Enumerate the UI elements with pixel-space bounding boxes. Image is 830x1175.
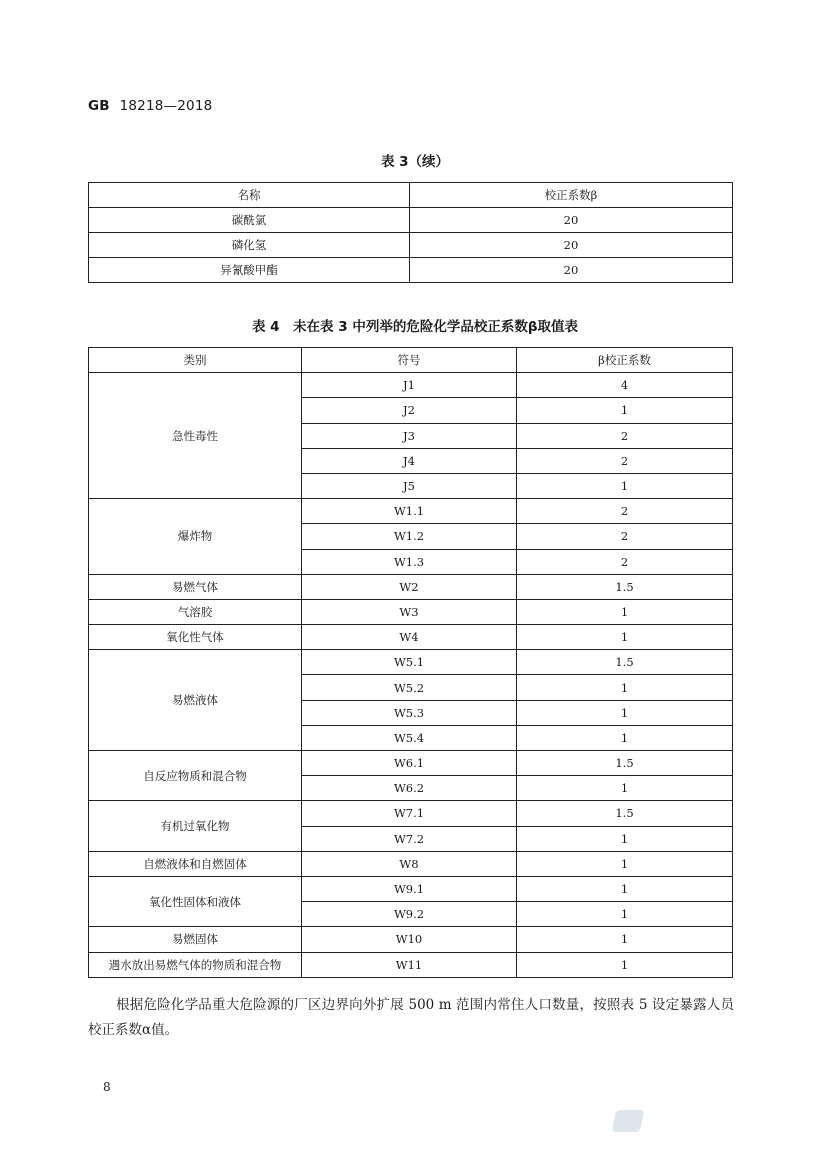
table4-cell-category: 自燃液体和自燃固体 (89, 851, 302, 876)
table4-cell-category: 氧化性固体和液体 (89, 876, 302, 926)
table4-cell-category: 易燃液体 (89, 650, 302, 751)
page-number: 8 (103, 1080, 111, 1094)
table4-cell-symbol: W4 (302, 625, 517, 650)
table4-header-row (89, 348, 733, 373)
table4-cell-coef: 1 (517, 700, 733, 725)
table4-cell-category: 爆炸物 (89, 499, 302, 575)
table-row (89, 876, 733, 901)
standard-number: 18218—2018 (119, 98, 213, 114)
body-paragraph: 根据危险化学品重大危险源的厂区边界向外扩展 500 m 范围内常住人口数量，按照表 5 设定暴露人员校正系数α值。 (88, 997, 734, 1038)
table4-cell-symbol: W2 (302, 574, 517, 599)
table3-cell-coef: 20 (410, 258, 733, 283)
table4-cell-symbol: J3 (302, 423, 517, 448)
sac-logo-icon (612, 1110, 645, 1132)
table4-cell-symbol: J4 (302, 448, 517, 473)
table4-cell-symbol: W9.1 (302, 876, 517, 901)
table4-cell-symbol: W6.1 (302, 751, 517, 776)
table4-cell-coef: 1 (517, 675, 733, 700)
table4-cell-coef: 1 (517, 473, 733, 498)
standard-prefix: GB (88, 98, 110, 114)
table4-cell-category: 易燃气体 (89, 574, 302, 599)
table4-cell-category: 气溶胶 (89, 599, 302, 624)
table4-cell-symbol: W1.2 (302, 524, 517, 549)
table-row (89, 233, 733, 258)
table4-cell-coef: 2 (517, 448, 733, 473)
table4-cell-symbol: W5.4 (302, 725, 517, 750)
table4-cell-symbol: W8 (302, 851, 517, 876)
table4-cell-category: 有机过氧化物 (89, 801, 302, 851)
table4-cell-category: 氧化性气体 (89, 625, 302, 650)
table4-cell-symbol: W5.2 (302, 675, 517, 700)
table4-cell-symbol: W9.2 (302, 902, 517, 927)
table3-caption: 表 3（续） (380, 154, 450, 170)
table4-cell-symbol: J1 (302, 373, 517, 398)
table-row (89, 258, 733, 283)
table3-cell-name: 磷化氢 (89, 233, 410, 258)
table4-cell-symbol: W7.2 (302, 826, 517, 851)
table-row (89, 952, 733, 977)
table4-cell-coef: 2 (517, 423, 733, 448)
table4-cell-symbol: J2 (302, 398, 517, 423)
table-row (89, 499, 733, 524)
table-row (89, 373, 733, 398)
table4-cell-symbol: W11 (302, 952, 517, 977)
table4 (88, 347, 733, 978)
table3-cell-coef: 20 (410, 233, 733, 258)
table4-cell-symbol: W1.3 (302, 549, 517, 574)
table-row (89, 574, 733, 599)
table4-cell-symbol: W10 (302, 927, 517, 952)
table4-cell-coef: 2 (517, 549, 733, 574)
table4-cell-symbol: W3 (302, 599, 517, 624)
table4-cell-coef: 1 (517, 952, 733, 977)
table4-cell-coef: 1.5 (517, 751, 733, 776)
table4-cell-coef: 1 (517, 851, 733, 876)
table3 (88, 182, 733, 283)
table4-cell-coef: 1.5 (517, 574, 733, 599)
table4-cell-coef: 1 (517, 826, 733, 851)
table3-cell-coef: 20 (410, 208, 733, 233)
table4-caption: 表 4 未在表 3 中列举的危险化学品校正系数β取值表 (251, 319, 579, 335)
table4-cell-coef: 1 (517, 625, 733, 650)
table-row (89, 801, 733, 826)
table4-cell-coef: 1 (517, 776, 733, 801)
table4-cell-category: 急性毒性 (89, 373, 302, 499)
table4-cell-coef: 2 (517, 499, 733, 524)
table3-cell-name: 异氰酸甲酯 (89, 258, 410, 283)
table-row (89, 208, 733, 233)
table-row (89, 751, 733, 776)
table4-cell-coef: 1 (517, 725, 733, 750)
table-row (89, 650, 733, 675)
standard-code (88, 98, 212, 114)
table4-cell-coef: 1 (517, 927, 733, 952)
table4-cell-coef: 1.5 (517, 650, 733, 675)
table4-cell-symbol: W5.1 (302, 650, 517, 675)
table4-cell-symbol: W1.1 (302, 499, 517, 524)
table4-cell-coef: 1 (517, 398, 733, 423)
table4-cell-coef: 4 (517, 373, 733, 398)
table4-cell-category: 易燃固体 (89, 927, 302, 952)
table-row (89, 625, 733, 650)
table4-body (89, 373, 733, 978)
table4-cell-coef: 1 (517, 902, 733, 927)
table3-header-name: 名称 (89, 183, 410, 208)
table3-cell-name: 碳酰氯 (89, 208, 410, 233)
table3-header-coef: 校正系数β (410, 183, 733, 208)
table4-cell-category: 遇水放出易燃气体的物质和混合物 (89, 952, 302, 977)
table4-cell-coef: 2 (517, 524, 733, 549)
table4-cell-symbol: J5 (302, 473, 517, 498)
table3-header-row (89, 183, 733, 208)
table4-cell-category: 自反应物质和混合物 (89, 751, 302, 801)
table-row (89, 927, 733, 952)
table-row (89, 599, 733, 624)
table4-header-coef: β校正系数 (517, 348, 733, 373)
table4-cell-coef: 1 (517, 876, 733, 901)
table4-cell-symbol: W5.3 (302, 700, 517, 725)
table4-cell-coef: 1 (517, 599, 733, 624)
table4-header-symbol: 符号 (302, 348, 517, 373)
table4-cell-coef: 1.5 (517, 801, 733, 826)
table-row (89, 851, 733, 876)
table4-cell-symbol: W7.1 (302, 801, 517, 826)
table4-cell-symbol: W6.2 (302, 776, 517, 801)
table4-header-category: 类别 (89, 348, 302, 373)
